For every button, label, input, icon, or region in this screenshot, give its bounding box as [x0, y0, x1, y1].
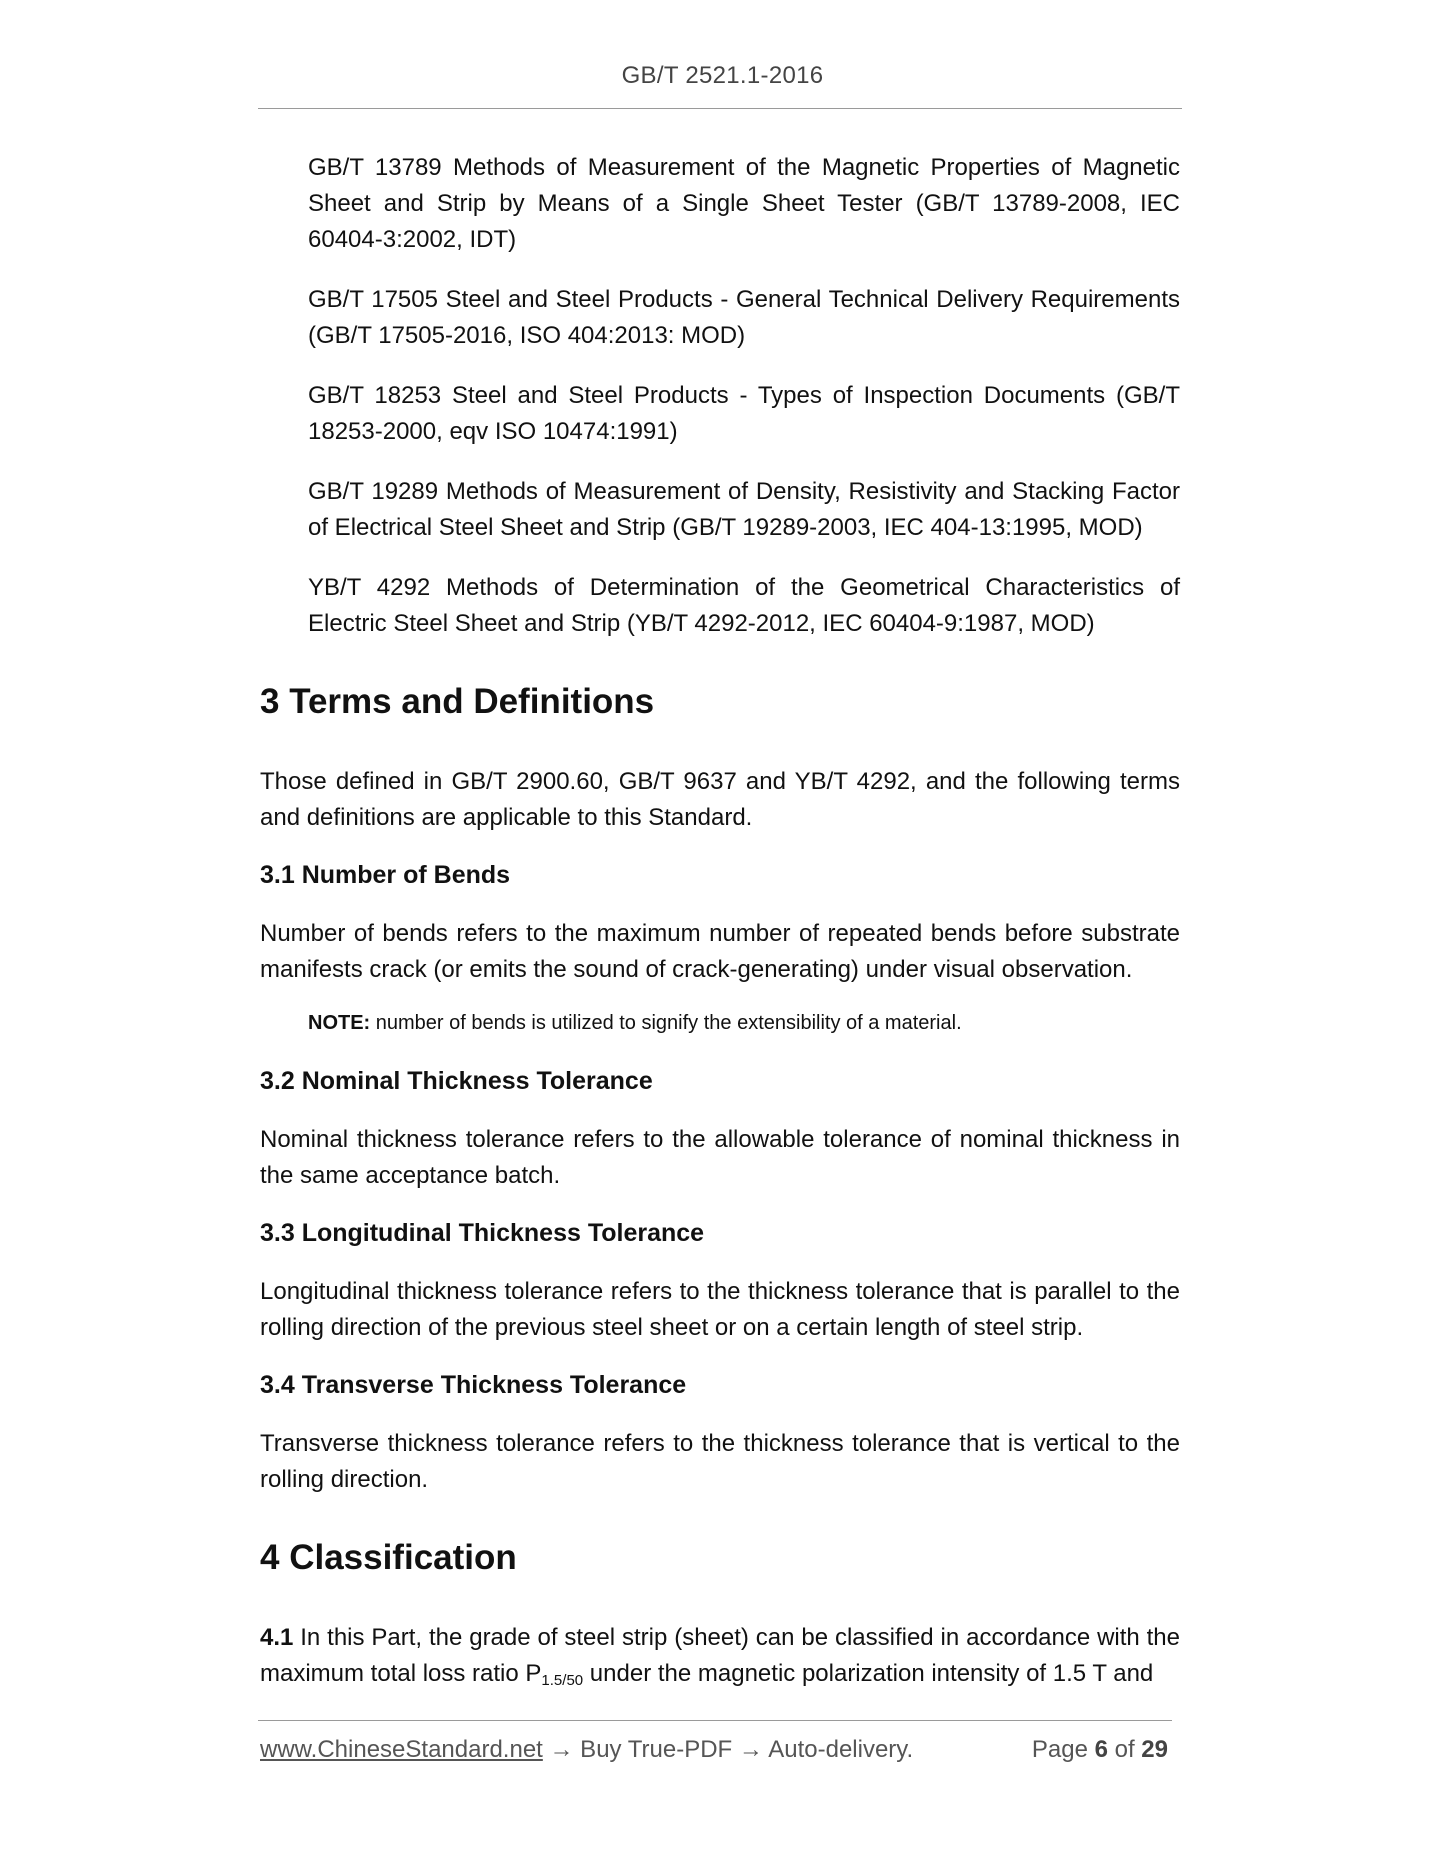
- footer-promo: → Buy True-PDF → Auto-delivery.: [542, 1736, 914, 1763]
- header-divider: [258, 108, 1182, 109]
- header-title: GB/T 2521.1-2016: [621, 62, 824, 89]
- page-content: [260, 150, 1180, 1719]
- page-indicator: [1032, 1736, 1168, 1764]
- site-link[interactable]: www.ChineseStandard.net: [260, 1736, 543, 1763]
- section-3-3-text: Longitudinal thickness tolerance refers to the thickness tolerance that is parallel to the rolling direction of the previous steel sheet or on a certain length of steel strip.: [260, 1278, 1180, 1341]
- reference-item: GB/T 17505 Steel and Steel Products - General Technical Delivery Requirements (GB/T 17505-2016, ISO 404:2013: MOD): [308, 286, 1180, 349]
- section-3-3-heading: 3.3 Longitudinal Thickness Tolerance: [260, 1219, 705, 1247]
- page-footer: [260, 1736, 1174, 1764]
- section-3-2-heading: 3.2 Nominal Thickness Tolerance: [260, 1067, 653, 1095]
- section-4-heading: 4 Classification: [260, 1538, 517, 1577]
- of-label: of: [1107, 1736, 1142, 1763]
- section-4-1-text: [260, 1620, 1180, 1699]
- section-3-1-heading: 3.1 Number of Bends: [260, 861, 511, 889]
- reference-item: GB/T 13789 Methods of Measurement of the Magnetic Properties of Magnetic Sheet and Strip by Means of a Single Sheet Tester (GB/T 13789-2008, IEC 60404-3:2002, IDT): [308, 154, 1180, 253]
- note-label: NOTE:: [308, 1012, 371, 1034]
- section-3-intro: Those defined in GB/T 2900.60, GB/T 9637 and YB/T 4292, and the following terms and definitions are applicable to this Standard.: [260, 768, 1180, 831]
- section-3-4-heading: 3.4 Transverse Thickness Tolerance: [260, 1371, 687, 1399]
- section-3-2-text: Nominal thickness tolerance refers to the allowable tolerance of nominal thickness in the same acceptance batch.: [260, 1126, 1180, 1189]
- note-text: number of bends is utilized to signify the extensibility of a material.: [370, 1012, 962, 1034]
- page-total: 29: [1141, 1736, 1168, 1763]
- section-3-1-note: [308, 1008, 1180, 1038]
- clause-4-1-label: 4.1: [260, 1624, 294, 1651]
- reference-item: YB/T 4292 Methods of Determination of the Geometrical Characteristics of Electric Steel Sheet and Strip (YB/T 4292-2012, IEC 60404-9:1987, MOD): [308, 574, 1180, 637]
- reference-item: GB/T 19289 Methods of Measurement of Density, Resistivity and Stacking Factor of Electrical Steel Sheet and Strip (GB/T 19289-2003, IEC 404-13:1995, MOD): [308, 478, 1180, 541]
- clause-4-1-text-b: under the magnetic polarization intensity of 1.5 T and: [583, 1660, 1154, 1687]
- section-3-4-text: Transverse thickness tolerance refers to the thickness tolerance that is vertical to the rolling direction.: [260, 1430, 1180, 1493]
- reference-item: GB/T 18253 Steel and Steel Products - Types of Inspection Documents (GB/T 18253-2000, eqv ISO 10474:1991): [308, 382, 1180, 445]
- footer-divider: [258, 1720, 1172, 1721]
- page-number: 6: [1094, 1736, 1108, 1763]
- page-label: Page: [1031, 1736, 1095, 1763]
- clause-4-1-text-a: In this Part, the grade of steel strip (sheet) can be classified in accordance with the maximum total loss ratio P: [260, 1624, 1180, 1687]
- section-3-1-text: Number of bends refers to the maximum number of repeated bends before substrate manifests crack (or emits the sound of crack-generating) under visual observation.: [260, 920, 1180, 983]
- loss-ratio-subscript: 1.5/50: [541, 1672, 584, 1689]
- section-3-heading: 3 Terms and Definitions: [260, 682, 655, 721]
